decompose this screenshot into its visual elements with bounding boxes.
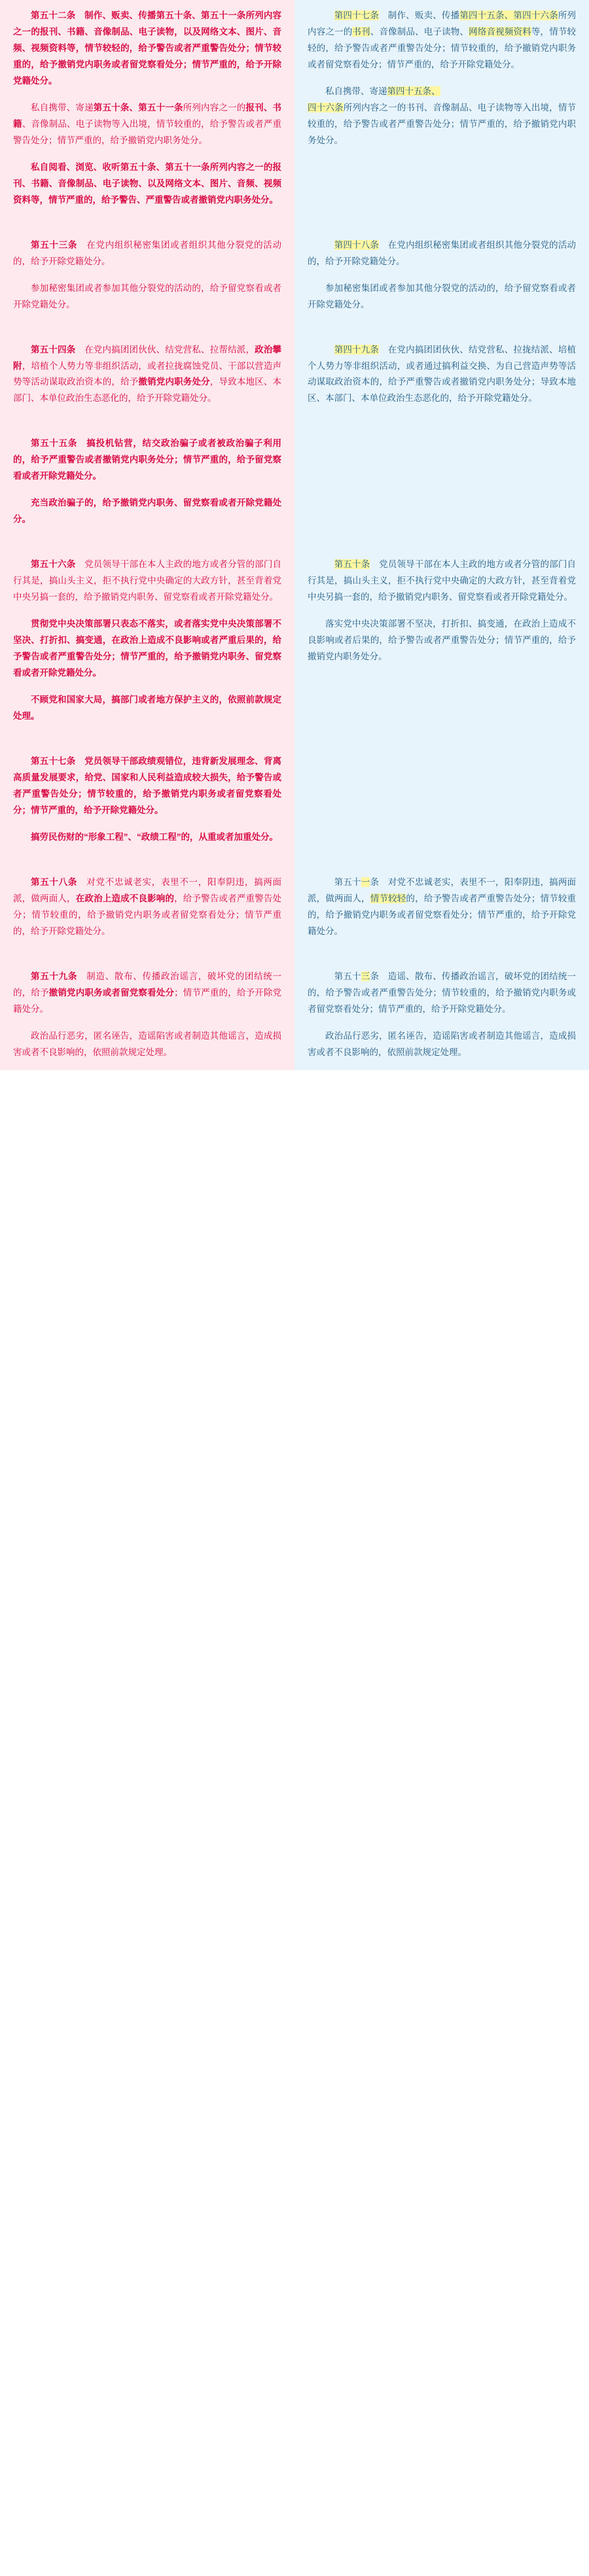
- cell-old-53: 第五十三条 造谣、散布、传播政治谣言，破坏党的团结统一的，给予警告或者严重警告处分；情节较重的，给予撤销党内职务或者留党察看处分；情节严重的，给予开除党籍处分。 政治品行恶劣，匿名诬告，造谣陷害或者制造其他谣言，造成损害或者不良影响的，依照前款规定处理。: [294, 961, 589, 1070]
- cell-old-49: 第四十九条 在党内搞团团伙伙、结党营私、拉拢结派、培植个人势力等非组织活动，或者通过搞利益交换、为自己营造声势等活动谋取政治资本的，给予严重警告或者撤销党内职务处分；导致本地区、本部门、本单位政治生态恶化的，给予开除党籍处分。: [294, 334, 589, 417]
- table-row: [0, 961, 589, 1070]
- cell-new-54: 第五十四条 在党内搞团团伙伙、结党营私、拉帮结派，政治攀附，培植个人势力等非组织活动，或者拉拢腐蚀党员、干部以营造声势等活动谋取政治资本的，给予撤销党内职务处分，导致本地区、本部门、本单位政治生态恶化的，给予开除党籍处分。: [0, 334, 294, 417]
- cell-new-59: 第五十九条 制造、散布、传播政治谣言，破坏党的团结统一的，给予撤销党内职务或者留党察看处分；情节严重的，给予开除党籍处分。 政治品行恶劣，匿名诬告，造谣陷害或者制造其他谣言，造成损害或者不良影响的，依照前款规定处理。: [0, 961, 294, 1070]
- cell-new-53: 第五十三条 在党内组织秘密集团或者组织其他分裂党的活动的，给予开除党籍处分。 参加秘密集团或者参加其他分裂党的活动的，给予留党察看或者开除党籍处分。: [0, 230, 294, 322]
- cell-old-47: 第四十七条 制作、贩卖、传播第四十五条、第四十六条所列内容之一的书刊、音像制品、电子读物、网络音视频资料等，情节较轻的，给予警告或者严重警告处分；情节较重的，给予撤销党内职务或者留党察看处分；情节严重的，给予开除党籍处分。 私自携带、寄递第四十五条、 四十六条所列内容之一的书刊、音像制品、电子读物等入出境，情节较重的，给予警告或者严重警告处分；情节严重的，给予撤销党内职务处分。: [294, 0, 589, 218]
- table-row: [0, 746, 589, 855]
- table-row: [0, 867, 589, 949]
- cell-old-blank-2: [294, 746, 589, 855]
- cell-new-58: 第五十八条 对党不忠诚老实，表里不一，阳奉阴违，搞两面派，做两面人，在政治上造成不良影响的，给予警告或者严重警告处分；情节较重的，给予撤销党内职务或者留党察看处分；情节严重的，给予开除党籍处分。: [0, 867, 294, 949]
- cell-new-55: 第五十五条 搞投机钻营，结交政治骗子或者被政治骗子利用的，给予严重警告或者撤销党内职务处分；情节严重的，给予留党察看或者开除党籍处分。 充当政治骗子的，给予撤销党内职务、留党察看或者开除党籍处分。: [0, 428, 294, 537]
- cell-old-50: 第五十条 党员领导干部在本人主政的地方或者分管的部门自行其是，搞山头主义，拒不执行党中央确定的大政方针，甚至背着党中央另搞一套的，给予撤销党内职务、留党察看或者开除党籍处分。 落实党中央决策部署不坚决，打折扣、搞变通，在政治上造成不良影响或者后果的，给予警告或者严重警告处分；情节严重的，给予撤销党内职务处分。: [294, 549, 589, 734]
- table-row: [0, 549, 589, 734]
- comparison-document: [0, 0, 589, 1070]
- cell-new-56: 第五十六条 党员领导干部在本人主政的地方或者分管的部门自行其是，搞山头主义，拒不执行党中央确定的大政方针，甚至背着党中央另搞一套的，给予撤销党内职务、留党察看或者开除党籍处分。 贯彻党中央决策部署只表态不落实，或者落实党中央决策部署不坚决、打折扣、搞变通，在政治上造成不良影响或者严重后果的，给予警告或者严重警告处分；情节严重的，给予撤销党内职务、留党察看或者开除党籍处分。 不顾党和国家大局，搞部门或者地方保护主义的，依照前款规定处理。: [0, 549, 294, 734]
- cell-new-57: 第五十七条 党员领导干部政绩观错位，违背新发展理念、背离高质量发展要求，给党、国家和人民利益造成较大损失，给予警告或者严重警告处分；情节较重的，给予撤销党内职务或者留党察看处分；情节严重的，给予开除党籍处分。 搞劳民伤财的“形象工程”、“政绩工程”的，从重或者加重处分。: [0, 746, 294, 855]
- table-row: [0, 0, 589, 218]
- cell-new-52: 第五十二条 制作、贩卖、传播第五十条、第五十一条所列内容之一的报刊、书籍、音像制品、电子读物，以及网络文本、图片、音频、视频资料等，情节较轻的，给予警告或者严重警告处分；情节较重的，给予撤销党内职务或者留党察看处分；情节严重的，给予开除党籍处分。 私自携带、寄递第五十条、第五十一条所列内容之一的报刊、书籍、音像制品、电子读物等入出境，情节较重的，给予警告或者严重警告处分；情节严重的，给予撤销党内职务处分。 私自阅看、浏览、收听第五十条、第五十一条所列内容之一的报刊、书籍、音像制品、电子读物、以及网络文本、图片、音频、视频资料等，情节严重的，给予警告、严重警告或者撤销党内职务处分。: [0, 0, 294, 218]
- cell-old-blank-1: [294, 428, 589, 537]
- table-row: [0, 230, 589, 322]
- table-row: [0, 428, 589, 537]
- table-row: [0, 334, 589, 417]
- cell-old-48: 第四十八条 在党内组织秘密集团或者组织其他分裂党的活动的，给予开除党籍处分。 参加秘密集团或者参加其他分裂党的活动的，给予留党察看或者开除党籍处分。: [294, 230, 589, 322]
- cell-old-51: 第五十一条 对党不忠诚老实，表里不一，阳奉阴违，搞两面派，做两面人，情节较轻的，给予警告或者严重警告处分；情节较重的，给予撤销党内职务或者留党察看处分；情节严重的，给予开除党籍处分。: [294, 867, 589, 949]
